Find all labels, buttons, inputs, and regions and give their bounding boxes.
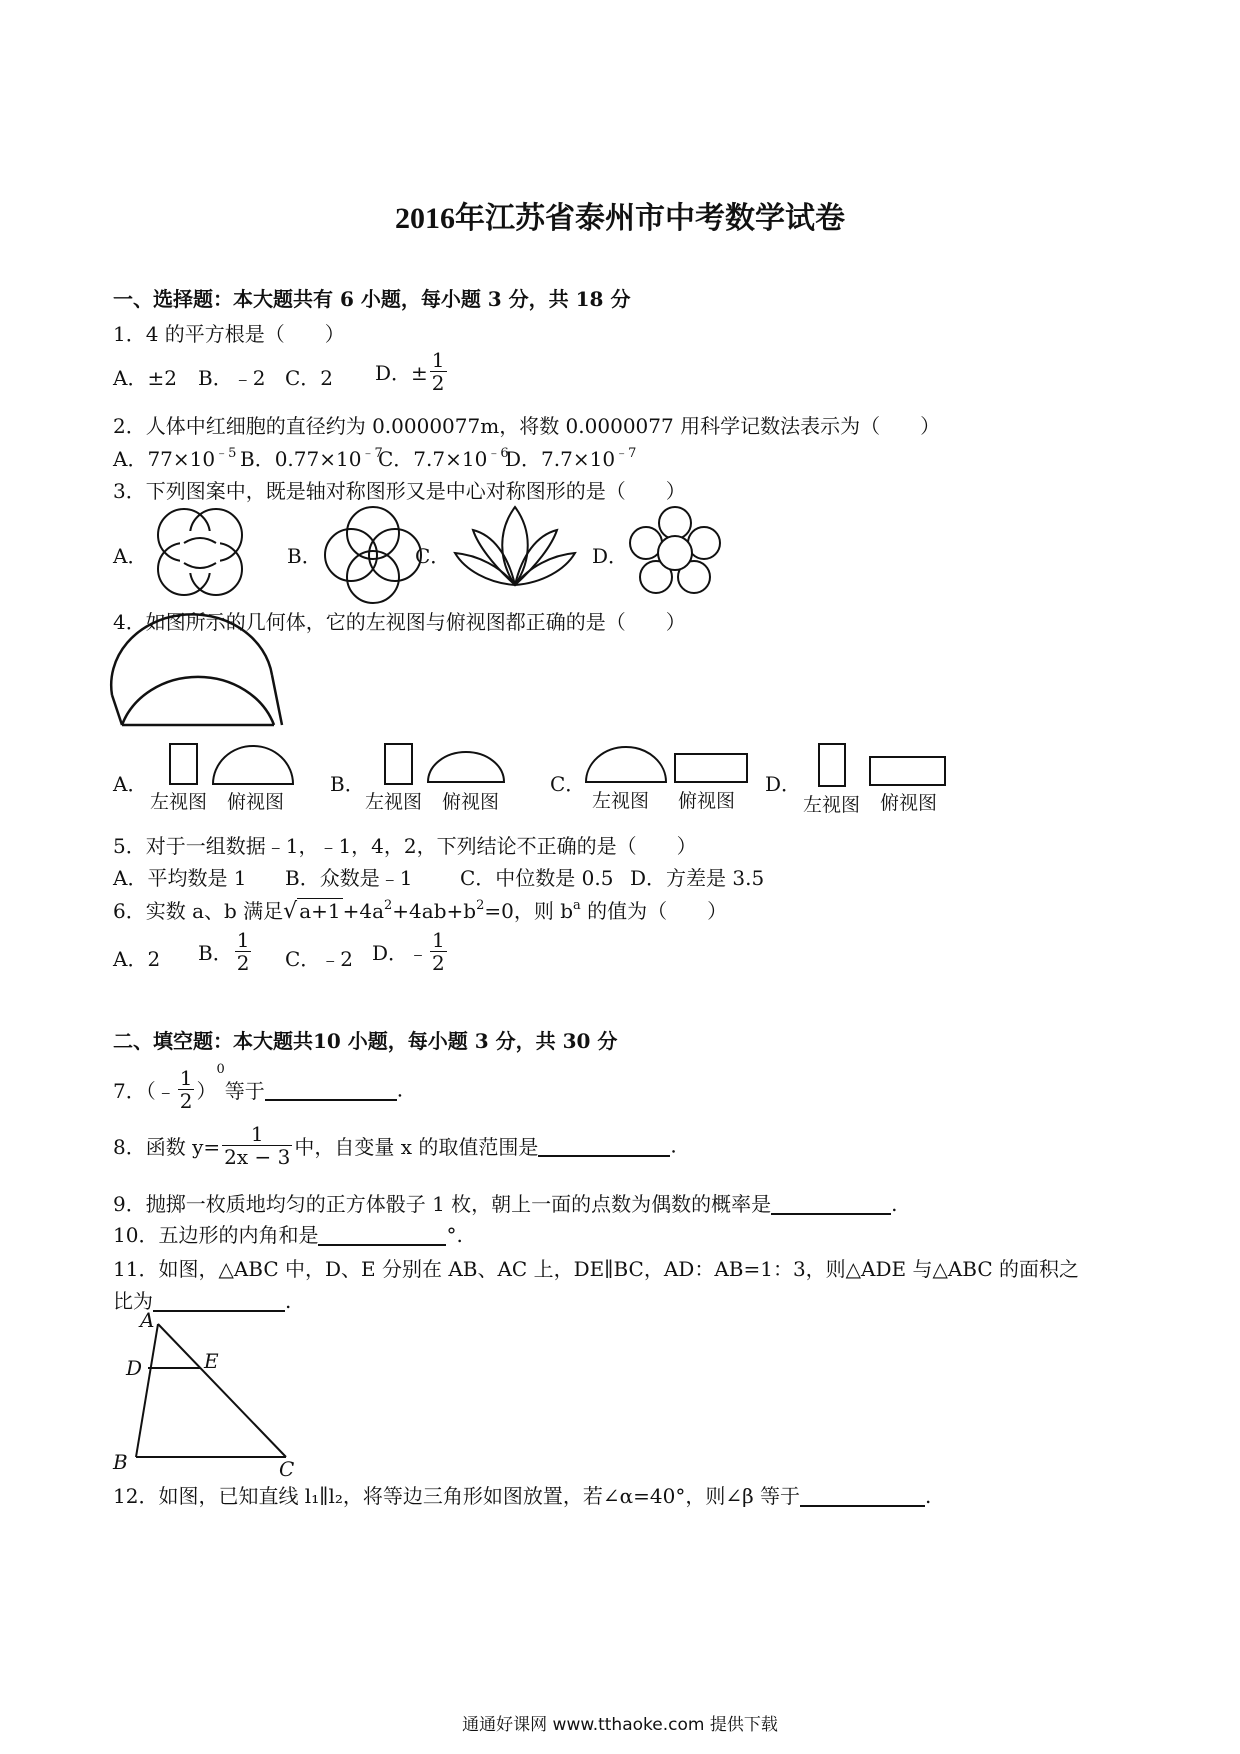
- question-2-option-a: [113, 442, 236, 472]
- question-12: [113, 1480, 931, 1509]
- answer-blank[interactable]: [153, 1290, 285, 1312]
- fraction-denominator: 2: [179, 1089, 193, 1113]
- pattern-a-figure: [150, 503, 250, 603]
- question-2-stem: 2．人体中红细胞的直径约为 0.0000077m，将数 0.0000077 用科学记数法表示为（ ）: [113, 414, 941, 438]
- q6-stem-suffix: 的值为（ ）: [580, 899, 728, 923]
- q6-stem-term-3: =0，则 b: [484, 899, 574, 923]
- q11-end: .: [285, 1289, 292, 1313]
- question-4-option-a: A．: [113, 772, 148, 796]
- answer-blank[interactable]: [265, 1079, 397, 1101]
- question-5-option-d: D．方差是 3.5: [630, 866, 765, 890]
- point-label-e: E: [204, 1349, 219, 1373]
- q6-exponent-a: a: [573, 898, 581, 913]
- question-5-option-a: A．平均数是 1: [113, 866, 247, 890]
- fraction-one-half: [235, 929, 252, 974]
- question-6-option-c: C．﹣2: [285, 947, 354, 971]
- question-4-option-b: B．: [330, 772, 365, 796]
- question-1-option-d: [375, 349, 449, 394]
- question-1-option-a: A．±2: [113, 366, 177, 390]
- option-b-base: B．0.77×10: [240, 447, 362, 471]
- question-3-option-a: A．: [113, 544, 148, 568]
- question-3-stem: 3．下列图案中，既是轴对称图形又是中心对称图形的是（ ）: [113, 479, 686, 503]
- question-2-option-d: [505, 442, 636, 472]
- question-3-option-c: C．: [415, 544, 451, 568]
- option-c-exponent: ﹣6: [487, 446, 509, 461]
- option-b-views-figure: [380, 742, 520, 787]
- q6-sqrt-radicand: a+1: [299, 899, 341, 923]
- answer-blank[interactable]: [318, 1224, 446, 1246]
- answer-blank[interactable]: [538, 1135, 670, 1157]
- question-2-option-c: [378, 442, 509, 472]
- option-a-views-figure: [165, 742, 305, 787]
- q7-end: .: [396, 1077, 404, 1102]
- fraction-denominator: 2: [432, 951, 445, 975]
- question-3-option-b: B．: [287, 544, 322, 568]
- fraction-denominator: 2x − 3: [224, 1145, 291, 1169]
- option-d-base: D．7.7×10: [505, 447, 616, 471]
- q6-exponent-1: 2: [384, 898, 393, 913]
- answer-blank[interactable]: [771, 1193, 891, 1215]
- option-c-base: C．7.7×10: [378, 447, 488, 471]
- question-4-stem: 4．如图所示的几何体，它的左视图与俯视图都正确的是（ ）: [113, 610, 686, 634]
- footer-source: 通通好课网 www.tthaoke.com 提供下载: [462, 1715, 778, 1735]
- option-d-left-view-label: 左视图: [803, 794, 861, 816]
- q6-exponent-2: 2: [476, 898, 485, 913]
- option-b-left-view-label: 左视图: [365, 791, 423, 813]
- fraction-numerator: 1: [431, 348, 445, 372]
- q9-end: .: [891, 1192, 898, 1216]
- point-label-d: D: [126, 1356, 143, 1380]
- fraction-one-half: [178, 1067, 195, 1112]
- q7-prefix: 7．（﹣: [113, 1079, 176, 1103]
- q11-line2-text: 比为: [113, 1289, 153, 1313]
- solid-geometry-figure: [110, 635, 280, 730]
- section-2-heading: 二、填空题：本大题共10 小题，每小题 3 分，共 30 分: [113, 1029, 618, 1053]
- fraction-numerator: 1: [222, 1123, 292, 1146]
- option-c-left-view-label: 左视图: [592, 790, 650, 812]
- q8-middle: 中，自变量 x 的取值范围是: [294, 1135, 539, 1159]
- vertex-label-b: B: [113, 1450, 128, 1474]
- q6-stem-term-1: +4a: [342, 899, 385, 923]
- section-1-heading: 一、选择题：本大题共有 6 小题，每小题 3 分，共 18 分: [113, 287, 631, 311]
- q12-text: 12．如图，已知直线 l₁∥l₂，将等边三角形如图放置，若∠α=40°，则∠β 等于: [113, 1484, 801, 1508]
- option-a-exponent: ﹣5: [215, 446, 237, 461]
- option-d-top-view-label: 俯视图: [880, 792, 938, 814]
- fraction-numerator: 1: [432, 928, 445, 952]
- q12-end: .: [925, 1484, 932, 1508]
- q6-option-d-label: D．﹣: [372, 941, 429, 965]
- option-a-left-view-label: 左视图: [150, 791, 208, 813]
- page-title: 2016年江苏省泰州市中考数学试卷: [395, 202, 845, 235]
- question-6-option-a: A．2: [113, 947, 161, 971]
- question-4-option-d: D．: [765, 772, 802, 796]
- option-b-exponent: ﹣7: [361, 446, 383, 461]
- question-1-option-d-label: D．±: [375, 361, 428, 385]
- option-a-top-view-label: 俯视图: [227, 791, 285, 813]
- question-2-option-b: [240, 442, 383, 472]
- fraction-one-half: [430, 929, 447, 974]
- q7-close-paren: ）: [196, 1079, 217, 1103]
- q8-end: .: [670, 1133, 677, 1158]
- question-5-stem: 5．对于一组数据﹣1，﹣1，4，2，下列结论不正确的是（ ）: [113, 834, 697, 858]
- question-6-option-b: [198, 929, 253, 974]
- fraction-one-over-2x-minus-3: [222, 1123, 292, 1168]
- pattern-c-figure: [453, 505, 578, 590]
- question-5-option-b: B．众数是﹣1: [285, 866, 413, 890]
- vertex-label-c: C: [279, 1457, 295, 1481]
- q6-stem-term-2: +4ab+b: [392, 899, 477, 923]
- sqrt-sign-icon: √: [283, 899, 298, 924]
- question-4-option-c: C．: [550, 772, 586, 796]
- question-11-line-1: 11．如图，△ABC 中，D、E 分别在 AB、AC 上，DE∥BC，AD：AB=1：3，则△ADE 与△ABC 的面积之: [113, 1257, 1080, 1281]
- q8-prefix: 8．函数 y=: [113, 1135, 221, 1159]
- q10-end: °.: [446, 1223, 463, 1247]
- q9-text: 9．抛掷一枚质地均匀的正方体骰子 1 枚，朝上一面的点数为偶数的概率是: [113, 1192, 772, 1216]
- question-8: [113, 1123, 677, 1168]
- option-d-exponent: ﹣7: [615, 446, 637, 461]
- answer-blank[interactable]: [800, 1485, 925, 1507]
- vertex-label-a: A: [140, 1308, 155, 1332]
- fraction-one-half: [430, 349, 447, 394]
- question-6-option-d: [372, 929, 449, 974]
- q6-option-b-label: B．: [198, 941, 233, 965]
- pattern-b-figure: [323, 505, 423, 605]
- option-c-top-view-label: 俯视图: [678, 790, 736, 812]
- q7-tail: 等于: [224, 1079, 265, 1103]
- question-5-option-c: C．中位数是 0.5: [460, 866, 614, 890]
- pattern-d-figure: [628, 505, 723, 600]
- option-d-views-figure: [815, 742, 965, 792]
- option-c-views-figure: [580, 742, 770, 787]
- q7-exponent: 0: [216, 1062, 225, 1077]
- question-1-option-b: B．﹣2: [198, 366, 266, 390]
- question-6-stem: [113, 895, 727, 924]
- fraction-denominator: 2: [236, 951, 250, 975]
- fraction-denominator: 2: [431, 371, 445, 395]
- option-a-base: A．77×10: [113, 447, 216, 471]
- triangle-abc-figure: [118, 1312, 298, 1477]
- question-7: [113, 1062, 403, 1112]
- question-1-stem: 1．4 的平方根是（ ）: [113, 322, 345, 346]
- question-10: [113, 1219, 463, 1248]
- q10-text: 10．五边形的内角和是: [113, 1223, 319, 1247]
- fraction-numerator: 1: [236, 928, 250, 952]
- fraction-numerator: 1: [179, 1066, 193, 1090]
- question-9: [113, 1188, 898, 1217]
- option-b-top-view-label: 俯视图: [442, 791, 500, 813]
- question-3-option-d: D．: [592, 544, 629, 568]
- question-1-option-c: C．2: [285, 366, 334, 390]
- q6-stem-prefix: 6．实数 a、b 满足: [113, 899, 284, 923]
